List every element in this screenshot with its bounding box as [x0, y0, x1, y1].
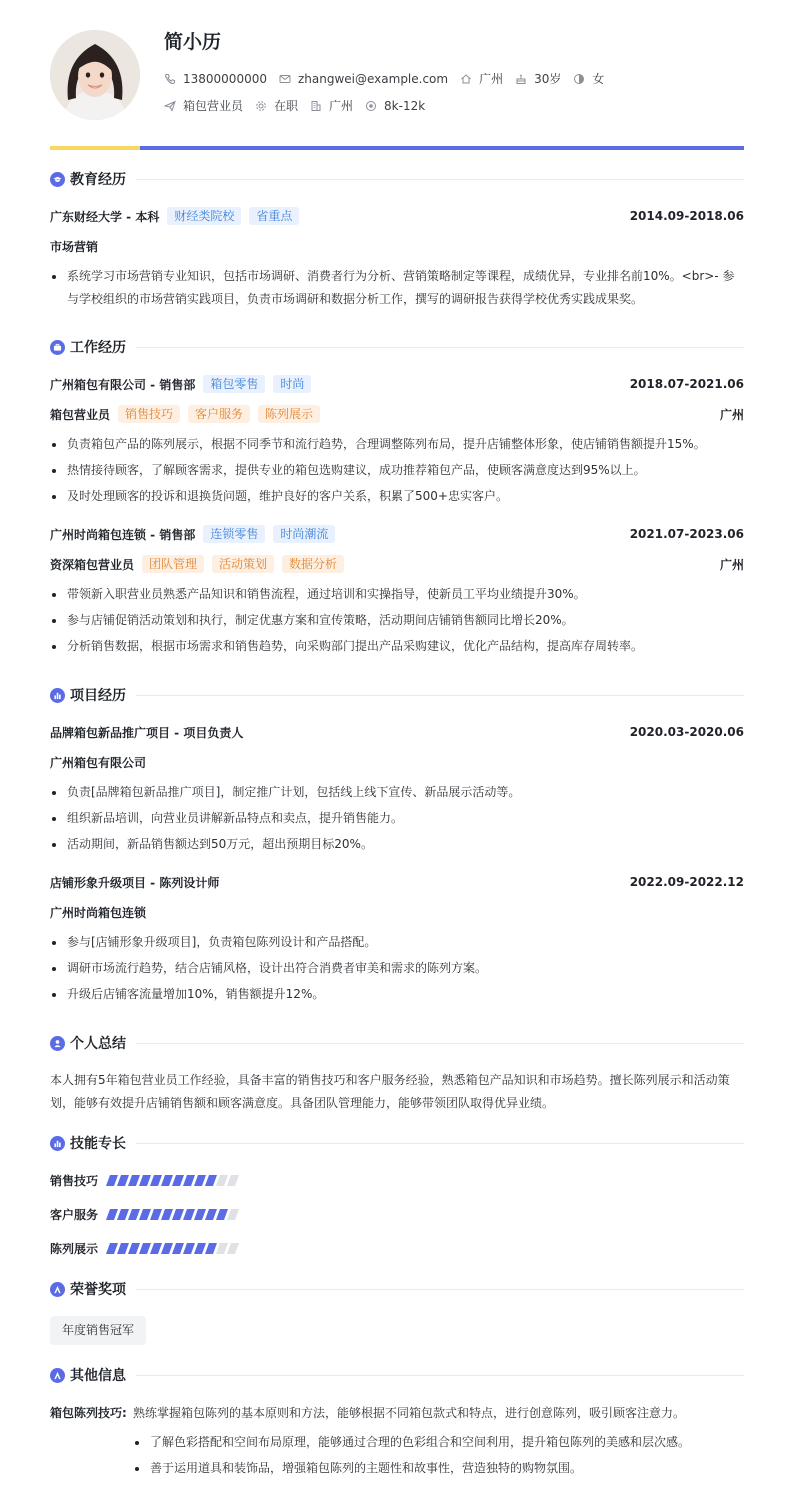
work-bullet: 带领新入职营业员熟悉产品知识和销售流程，通过培训和实操指导，使新员工平均业绩提升30%。 [50, 583, 744, 606]
work-role-row [50, 555, 744, 573]
skill-bar-filled [161, 1175, 173, 1186]
project-bullet: 升级后店铺客流量增加10%，销售额提升12%。 [50, 983, 744, 1006]
briefcase-icon [50, 340, 65, 355]
section-projects [50, 685, 744, 705]
skill-bar-filled [106, 1175, 118, 1186]
section-title-text: 其他信息 [70, 1368, 126, 1384]
project-title: 店铺形象升级项目 - 陈列设计师 [50, 875, 220, 890]
summary-paragraph [50, 1069, 744, 1115]
section-honors [50, 1279, 744, 1299]
phone-text: 13800000000 [183, 71, 267, 86]
skill-bar-filled [117, 1175, 129, 1186]
skill-bar-filled [139, 1209, 151, 1220]
skill-bar-filled [139, 1243, 151, 1254]
summary-line: 本人拥有5年箱包营业员工作经验，具备丰富的销售技巧和客户服务经验，熟悉箱包产品知识和市场趋势。擅长陈列展示和活动策 [50, 1073, 730, 1087]
skill-bar-filled [205, 1243, 217, 1254]
skill-level-bars [108, 1209, 240, 1220]
skill-bar-filled [172, 1243, 184, 1254]
role-name: 资深箱包营业员 [50, 557, 135, 572]
accent-bar [50, 146, 744, 150]
salary-item [365, 99, 425, 113]
skill-bar-filled [117, 1209, 129, 1220]
project-date: 2022.09-2022.12 [629, 875, 744, 889]
skill-bar-filled [106, 1243, 118, 1254]
status-text: 在职 [274, 99, 299, 113]
target-city-text: 广州 [329, 99, 354, 113]
work-city: 广州 [719, 407, 744, 422]
work-bullet: 参与店铺促销活动策划和执行，制定优惠方案和宣传策略，活动期间店铺销售额同比增长20%。 [50, 609, 744, 632]
resume-header [50, 30, 744, 120]
section-other [50, 1365, 744, 1385]
skill-bar-filled [194, 1209, 206, 1220]
email-item [279, 72, 448, 86]
education-header [50, 207, 744, 225]
work-date: 2021.07-2023.06 [629, 527, 744, 541]
send-icon [164, 100, 176, 112]
skill-bar-filled [183, 1175, 195, 1186]
role-tag: 数据分析 [282, 555, 344, 573]
skill-bar-filled [172, 1209, 184, 1220]
skill-bar-empty [227, 1175, 239, 1186]
major-row [50, 237, 744, 255]
skill-bar-filled [205, 1209, 217, 1220]
award-icon [50, 1368, 65, 1383]
candidate-name: 简小历 [164, 31, 222, 53]
age-item [515, 70, 561, 87]
project-date: 2020.03-2020.06 [629, 725, 744, 739]
work-bullet: 热情接待顾客，了解顾客需求，提供专业的箱包选购建议，成功推荐箱包产品，使顾客满意度达到95%以上。 [50, 459, 744, 482]
other-text: 熟练掌握箱包陈列的基本原则和方法，能够根据不同箱包款式和特点，进行创意陈列，吸引顾客注意力。 [133, 1406, 686, 1420]
section-education [50, 169, 744, 189]
role-tag: 客户服务 [188, 405, 250, 423]
home-icon [460, 73, 472, 85]
work-city: 广州 [719, 557, 744, 572]
work-date: 2018.07-2021.06 [629, 377, 744, 391]
skill-bar-filled [128, 1209, 140, 1220]
honor-chip: 年度销售冠军 [50, 1316, 146, 1345]
skill-row [50, 1205, 240, 1223]
age-text: 30岁 [534, 72, 562, 86]
skill-level-bars [108, 1243, 240, 1254]
award-icon [50, 1282, 65, 1297]
project-bullet: 负责[品牌箱包新品推广项目]，制定推广计划，包括线上线下宣传、新品展示活动等。 [50, 781, 744, 804]
company-tag: 时尚潮流 [273, 525, 335, 543]
role-tag: 团队管理 [142, 555, 204, 573]
skill-name: 销售技巧 [50, 1173, 99, 1188]
skill-bar-filled [161, 1243, 173, 1254]
summary-line: 划，能够有效提升店铺销售额和顾客满意度。具备团队管理能力，能够带领团队取得优异业绩。 [50, 1096, 555, 1110]
section-skills [50, 1133, 744, 1153]
work-bullet: 及时处理顾客的投诉和退换货问题，维护良好的客户关系，积累了500+忠实客户。 [50, 485, 744, 508]
phone-item [164, 72, 267, 86]
school-tag: 省重点 [249, 207, 299, 225]
section-title-text: 工作经历 [70, 340, 126, 356]
skill-bar-filled [139, 1175, 151, 1186]
skill-bar-filled [106, 1209, 118, 1220]
education-date: 2014.09-2018.06 [629, 209, 744, 223]
email-text: zhangwei@example.com [297, 71, 449, 86]
skill-bar-empty [227, 1209, 239, 1220]
other-bullet: 了解色彩搭配和空间布局原理，能够通过合理的色彩组合和空间利用，提升箱包陈列的美感和层次感。 [133, 1431, 744, 1454]
skill-bar-filled [128, 1175, 140, 1186]
skill-bar-filled [150, 1209, 162, 1220]
skill-bar-empty [216, 1243, 228, 1254]
section-title-text: 个人总结 [70, 1036, 126, 1052]
major-name: 市场营销 [50, 239, 99, 254]
other-label: 箱包陈列技巧: [50, 1406, 127, 1420]
work-role-row [50, 405, 744, 423]
gender-item [573, 70, 604, 87]
skill-bar-empty [227, 1243, 239, 1254]
school-name: 广东财经大学 - 本科 [50, 209, 160, 224]
gender-icon [573, 73, 585, 85]
project-org: 广州时尚箱包连锁 [50, 905, 147, 920]
work-header [50, 375, 744, 393]
coin-icon [365, 100, 377, 112]
company-name: 广州时尚箱包连锁 - 销售部 [50, 527, 196, 542]
project-org-row [50, 903, 744, 921]
skill-row [50, 1239, 240, 1257]
company-name: 广州箱包有限公司 - 销售部 [50, 377, 196, 392]
project-bullet: 参与[店铺形象升级项目]，负责箱包陈列设计和产品搭配。 [50, 931, 744, 954]
bar-chart-icon [50, 1136, 65, 1151]
skill-bar-filled [172, 1175, 184, 1186]
skill-bar-filled [194, 1243, 206, 1254]
role-tag: 活动策划 [212, 555, 274, 573]
contact-row [164, 70, 616, 87]
skill-level-bars [108, 1175, 240, 1186]
project-bullet: 组织新品培训，向营业员讲解新品特点和卖点，提升销售能力。 [50, 807, 744, 830]
project-bullet: 活动期间，新品销售额达到50万元，超出预期目标20%。 [50, 833, 744, 856]
skill-bar-filled [150, 1243, 162, 1254]
project-header [50, 873, 744, 891]
skill-name: 客户服务 [50, 1207, 99, 1222]
work-bullet: 负责箱包产品的陈列展示，根据不同季节和流行趋势，合理调整陈列布局，提升店铺整体形象，使店铺销售额提升15%。 [50, 433, 744, 456]
job-intent-row [164, 97, 437, 114]
city-text: 广州 [479, 72, 504, 86]
role-name: 箱包营业员 [50, 407, 111, 422]
role-tag: 陈列展示 [258, 405, 320, 423]
project-org: 广州箱包有限公司 [50, 755, 147, 770]
company-tag: 时尚 [273, 375, 311, 393]
skill-bar-filled [205, 1175, 217, 1186]
position-text: 箱包营业员 [183, 99, 244, 113]
phone-icon [164, 73, 176, 85]
role-tag: 销售技巧 [118, 405, 180, 423]
section-title-text: 项目经历 [70, 688, 126, 704]
skill-name: 陈列展示 [50, 1241, 99, 1256]
city-item [460, 70, 503, 87]
section-title-text: 教育经历 [70, 172, 126, 188]
avatar [50, 30, 140, 120]
skill-bar-filled [194, 1175, 206, 1186]
section-title-text: 荣誉奖项 [70, 1282, 126, 1298]
bar-chart-icon [50, 688, 65, 703]
work-header [50, 525, 744, 543]
section-summary [50, 1033, 744, 1053]
education-bullet: 系统学习市场营销专业知识，包括市场调研、消费者行为分析、营销策略制定等课程，成绩优异，专业排名前10%。<br>- 参与学校组织的市场营销实践项目，负责市场调研和数据分析工作，撰写的调研报告获得学校优秀实践成果奖。 [50, 265, 744, 311]
email-icon [279, 73, 291, 85]
project-header [50, 723, 744, 741]
project-title: 品牌箱包新品推广项目 - 项目负责人 [50, 725, 244, 740]
target-city-item [310, 97, 353, 114]
skill-bar-filled [161, 1209, 173, 1220]
company-tag: 箱包零售 [203, 375, 265, 393]
school-tag: 财经类院校 [167, 207, 241, 225]
skill-bar-empty [216, 1175, 228, 1186]
company-tag: 连锁零售 [203, 525, 265, 543]
other-bullet: 善于运用道具和装饰品，增强箱包陈列的主题性和故事性，营造独特的购物氛围。 [133, 1457, 744, 1480]
settings-icon [255, 100, 267, 112]
section-title-text: 技能专长 [70, 1136, 126, 1152]
project-bullet: 调研市场流行趋势，结合店铺风格，设计出符合消费者审美和需求的陈列方案。 [50, 957, 744, 980]
gender-text: 女 [592, 72, 605, 86]
graduation-cap-icon [50, 172, 65, 187]
skill-bar-filled [216, 1209, 228, 1220]
status-item [255, 97, 298, 114]
user-icon [50, 1036, 65, 1051]
skill-bar-filled [150, 1175, 162, 1186]
skill-bar-filled [183, 1243, 195, 1254]
salary-text: 8k-12k [384, 98, 426, 113]
project-org-row [50, 753, 744, 771]
position-item [164, 97, 243, 114]
skill-bar-filled [183, 1209, 195, 1220]
building-icon [310, 100, 322, 112]
skill-bar-filled [117, 1243, 129, 1254]
skill-row [50, 1171, 240, 1189]
skill-bar-filled [128, 1243, 140, 1254]
cake-icon [515, 73, 527, 85]
section-work [50, 337, 744, 357]
work-bullet: 分析销售数据，根据市场需求和销售趋势，向采购部门提出产品采购建议，优化产品结构，提高库存周转率。 [50, 635, 744, 658]
